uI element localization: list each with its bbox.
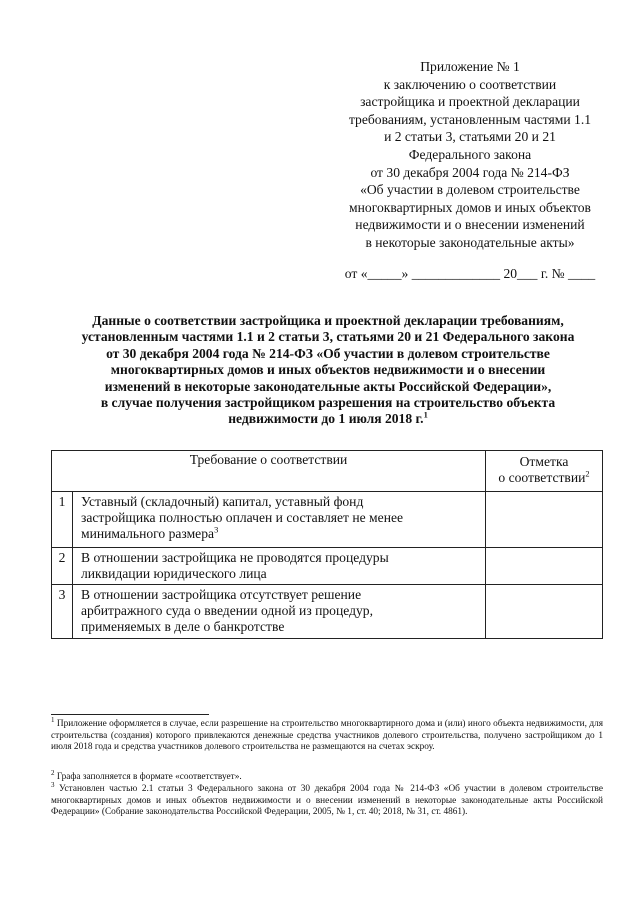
table-row xyxy=(52,548,603,585)
annex-line: Приложение № 1 xyxy=(420,59,520,74)
table-header-row xyxy=(52,451,603,492)
footnote-text: Установлен частью 2.1 статьи 3 Федерального закона от 30 декабря 2004 года № 214-ФЗ «Об участии в долевом строительстве многоквартирных домов и иных объектов недвижимости и о внесении изменений в некоторые законодательные акты Российской Федерации» (Собрание законодательства Российской Федерации, 2005, № 1, ст. 40; 2018, № 31, ст. 4861). xyxy=(51,784,603,818)
header-mark-line2: о соответствии xyxy=(498,470,586,485)
annex-date-line: от «_____» _____________ 20___ г. № ____ xyxy=(344,265,596,281)
row-mark-cell[interactable] xyxy=(486,492,603,548)
header-requirement: Требование о соответствии xyxy=(52,451,486,492)
row-requirement xyxy=(73,585,486,639)
row-requirement xyxy=(73,548,486,585)
header-mark-line1: Отметка xyxy=(519,454,569,469)
title-line: в случае получения застройщиком разрешения на строительство объекта xyxy=(100,395,556,411)
row-text-line: В отношении застройщика отсутствует решение xyxy=(81,587,362,602)
footnote-number: 3 xyxy=(51,780,55,789)
footnote-ref: 3 xyxy=(214,524,219,535)
row-text-line: арбитражного суда о введении одной из процедур, xyxy=(81,603,373,618)
row-number: 2 xyxy=(52,548,73,585)
title-line-last xyxy=(40,411,616,427)
row-text-line: В отношении застройщика не проводятся процедуры xyxy=(81,550,389,565)
table-row xyxy=(52,585,603,639)
row-text-line: применяемых в деле о банкротстве xyxy=(81,619,285,634)
row-text-line: Уставный (складочный) капитал, уставный фонд xyxy=(81,494,364,509)
title-line: изменений в некоторые законодательные акты Российской Федерации», xyxy=(104,378,552,394)
annex-line: к заключению о соответствии xyxy=(383,76,557,92)
annex-line: в некоторые законодательные акты» xyxy=(365,234,575,250)
row-number: 3 xyxy=(52,585,73,639)
table-row xyxy=(52,492,603,548)
footnote-3 xyxy=(51,780,603,819)
annex-line: застройщика и проектной декларации xyxy=(360,94,580,110)
annex-line: Федерального закона xyxy=(408,146,532,162)
row-text-line: минимального размера xyxy=(81,526,215,541)
document-title xyxy=(40,313,616,428)
title-line-text: недвижимости до 1 июля 2018 г. xyxy=(228,411,424,427)
header-mark xyxy=(486,451,603,492)
row-number: 1 xyxy=(52,492,73,548)
row-text-line: застройщика полностью оплачен и составляет не менее xyxy=(81,510,404,525)
annex-line: многоквартирных домов и иных объектов xyxy=(349,199,591,215)
row-text-line: ликвидации юридического лица xyxy=(81,566,267,581)
title-line: установленным частями 1.1 и 2 статьи 3, статьями 20 и 21 Федерального закона xyxy=(81,329,575,345)
requirements-table xyxy=(51,450,603,639)
title-line: Данные о соответствии застройщика и проектной декларации требованиям, xyxy=(92,313,564,328)
footnote-number: 1 xyxy=(51,715,55,724)
annex-line: недвижимости и о внесении изменений xyxy=(355,217,585,233)
footnote-ref: 1 xyxy=(423,409,428,420)
footnote-number: 2 xyxy=(51,768,55,777)
title-line: от 30 декабря 2004 года № 214-ФЗ «Об участии в долевом строительстве xyxy=(106,345,550,361)
footnote-separator xyxy=(51,714,209,715)
footnote-1 xyxy=(51,715,604,754)
annex-line: и 2 статьи 3, статьями 20 и 21 xyxy=(384,129,556,145)
footnote-text: Приложение оформляется в случае, если разрешение на строительство многоквартирного дома и (или) иного объекта недвижимости, для строительства (создания) которого привлекаются денежные средства участников долевого строительства, получено застройщиком до 1 июля 2018 года и средства участников долевого строительства не размещаются на счетах эскроу. xyxy=(51,719,604,753)
footnote-2 xyxy=(51,768,603,784)
row-mark-cell[interactable] xyxy=(486,548,603,585)
annex-line: от 30 декабря 2004 года № 214-ФЗ xyxy=(370,164,570,180)
annex-line: требованиям, установленным частями 1.1 xyxy=(348,111,592,127)
row-mark-cell[interactable] xyxy=(486,585,603,639)
title-line: многоквартирных домов и иных объектов недвижимости и о внесении xyxy=(110,362,546,378)
footnote-ref: 2 xyxy=(585,468,590,479)
footnote-text: Графа заполняется в формате «соответствует». xyxy=(56,772,242,782)
row-requirement xyxy=(73,492,486,548)
annex-line: «Об участии в долевом строительстве xyxy=(360,182,580,198)
annex-header xyxy=(325,58,615,282)
